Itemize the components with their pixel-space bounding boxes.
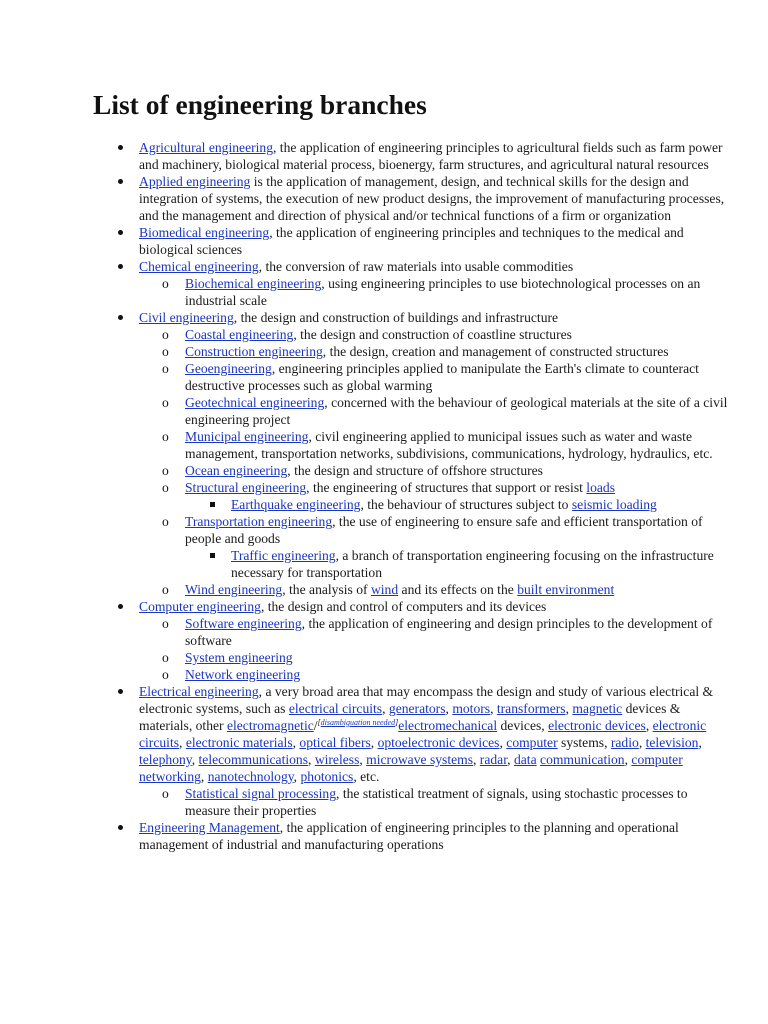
link-computer-networking[interactable]: computer networking	[139, 752, 683, 784]
item-description: , the application of engineering principles to agricultural fields such as farm power and machinery, biological material process, bioenergy, farm structures, and agricultural natural resources	[139, 140, 723, 172]
link-computer-engineering[interactable]: Computer engineering	[139, 599, 261, 614]
item-description: , the conversion of raw materials into usable commodities	[258, 259, 574, 274]
list-item	[231, 547, 733, 581]
link-communication[interactable]: communication	[540, 752, 625, 767]
item-description: , civil engineering applied to municipal issues such as water and waste management, transportation networks, subdivisions, communications, hydrology, hydraulics, etc.	[185, 429, 713, 461]
item-description: , the behaviour of structures subject to	[360, 497, 572, 512]
link-engineering-management[interactable]: Engineering Management	[139, 820, 280, 835]
link-network-engineering[interactable]: Network engineering	[185, 667, 301, 682]
link-applied-engineering[interactable]: Applied engineering	[139, 174, 251, 189]
link-electronic-circuits[interactable]: electronic circuits	[139, 718, 707, 750]
item-description: , the application of engineering principles and techniques to the medical and biological sciences	[139, 225, 684, 257]
item-description: , the design, creation and management of constructed structures	[322, 344, 669, 359]
link-loads[interactable]: loads	[586, 480, 615, 495]
item-description: , concerned with the behaviour of geological materials at the site of a civil engineering project	[185, 395, 728, 427]
list-item	[185, 428, 733, 462]
link-structural-engineering[interactable]: Structural engineering	[185, 480, 307, 495]
list-item	[185, 326, 733, 343]
link-earthquake-engineering[interactable]: Earthquake engineering	[231, 497, 361, 512]
item-description: is the application of management, design, and technical skills for the design and integration of systems, the execution of new product designs, the improvement of manufacturing processes, and the management and direction of physical and/or technical functions of a firm or organization	[139, 174, 725, 223]
link-wind-engineering[interactable]: Wind engineering	[185, 582, 283, 597]
list-item	[139, 173, 733, 224]
sublist	[185, 275, 733, 309]
link-geotechnical-engineering[interactable]: Geotechnical engineering	[185, 395, 325, 410]
list-item: Electrical engineering, a very broad area that may encompass the design and study of various electrical & electronic systems, such as electrical circuits, generators, motors, transformers, magnetic devices & materials, other electromagnetic/[disambiguation needed]electromechanical devices, electronic devices, electronic circuits, electronic materials, optical fibers, optoelectronic devices, computer systems, radio, television, telephony, telecommunications, wireless, microwave systems, radar, data communication, computer networking, nanotechnology, photonics, etc. o Statistical signal processing, the statistical treatment of signals, using stochastic processes to measure their properties	[139, 683, 733, 819]
item-description: , the use of engineering to ensure safe and efficient transportation of people and goods	[185, 514, 703, 546]
link-radio[interactable]: radio	[610, 735, 639, 750]
link-statistical-signal-processing[interactable]: Statistical signal processing	[185, 786, 337, 801]
link-biochemical-engineering[interactable]: Biochemical engineering	[185, 276, 322, 291]
link-generators[interactable]: generators	[388, 701, 446, 716]
link-transformers[interactable]: transformers	[496, 701, 566, 716]
list-item	[139, 309, 733, 598]
link-radar[interactable]: radar	[479, 752, 508, 767]
link-data[interactable]: data	[513, 752, 537, 767]
item-description: , the design and structure of offshore structures	[287, 463, 543, 478]
link-coastal-engineering[interactable]: Coastal engineering	[185, 327, 294, 342]
link-optical-fibers[interactable]: optical fibers	[299, 735, 371, 750]
list-item	[185, 785, 733, 819]
list-item	[185, 479, 733, 513]
link-ocean-engineering[interactable]: Ocean engineering	[185, 463, 288, 478]
list-item	[185, 666, 733, 683]
link-telephony[interactable]: telephony	[139, 752, 192, 767]
list-item	[139, 598, 733, 683]
link-electromechanical[interactable]: electromechanical	[398, 718, 498, 733]
list-item	[185, 581, 733, 598]
list-item	[139, 258, 733, 309]
item-description: , the application of engineering principles to the planning and operational management of industrial and manufacturing operations	[139, 820, 679, 852]
list-item	[185, 462, 733, 479]
link-electronic-materials[interactable]: electronic materials	[185, 735, 293, 750]
link-optoelectronic-devices[interactable]: optoelectronic devices	[377, 735, 500, 750]
link-electromagnetic[interactable]: electromagnetic	[226, 718, 314, 733]
list-item	[139, 224, 733, 258]
link-built-environment[interactable]: built environment	[517, 582, 615, 597]
link-traffic-engineering[interactable]: Traffic engineering	[231, 548, 336, 563]
item-description: , using engineering principles to use biotechnological processes on an industrial scale	[185, 276, 701, 308]
link-construction-engineering[interactable]: Construction engineering	[185, 344, 323, 359]
item-description: , a branch of transportation engineering focusing on the infrastructure necessary for transportation	[231, 548, 714, 580]
sublist	[231, 547, 733, 581]
link-telecommunications[interactable]: telecommunications	[198, 752, 309, 767]
link-electronic-devices[interactable]: electronic devices	[548, 718, 646, 733]
list-item	[185, 649, 733, 666]
link-agricultural-engineering[interactable]: Agricultural engineering	[139, 140, 273, 155]
branch-list	[139, 139, 733, 853]
list-item	[185, 394, 733, 428]
item-description: and its effects on the	[398, 582, 518, 597]
list-item	[139, 139, 733, 173]
item-description: , the design and construction of coastline structures	[293, 327, 572, 342]
link-photonics[interactable]: photonics	[300, 769, 354, 784]
item-description: , the design and control of computers and its devices	[260, 599, 547, 614]
list-item	[139, 819, 733, 853]
list-item	[231, 496, 733, 513]
item-description: , engineering principles applied to manipulate the Earth's climate to counteract destructive processes such as global warming	[185, 361, 699, 393]
item-description: , the engineering of structures that support or resist	[306, 480, 587, 495]
link-wind[interactable]: wind	[370, 582, 399, 597]
item-description: , the statistical treatment of signals, using stochastic processes to measure their properties	[185, 786, 688, 818]
link-electrical-circuits[interactable]: electrical circuits	[288, 701, 383, 716]
link-electrical-engineering[interactable]: Electrical engineering	[139, 684, 259, 699]
list-item	[185, 275, 733, 309]
link-transportation-engineering[interactable]: Transportation engineering	[185, 514, 333, 529]
link-microwave-systems[interactable]: microwave systems	[366, 752, 473, 767]
disambiguation-note: [disambiguation needed]	[317, 718, 399, 727]
list-item	[185, 343, 733, 360]
link-biomedical-engineering[interactable]: Biomedical engineering	[139, 225, 270, 240]
link-motors[interactable]: motors	[452, 701, 491, 716]
link-disambiguation-needed[interactable]: disambiguation needed	[320, 718, 396, 727]
item-description: , the application of engineering and design principles to the development of software	[185, 616, 713, 648]
page-title: List of engineering branches	[93, 89, 427, 120]
list-item	[185, 615, 733, 649]
sublist	[185, 785, 733, 819]
link-wireless[interactable]: wireless	[314, 752, 360, 767]
item-description: , the design and construction of buildings and infrastructure	[233, 310, 559, 325]
link-civil-engineering[interactable]: Civil engineering	[139, 310, 234, 325]
link-television[interactable]: television	[645, 735, 699, 750]
sublist	[185, 615, 733, 683]
link-seismic-loading[interactable]: seismic loading	[571, 497, 657, 512]
sublist	[185, 326, 733, 598]
link-nanotechnology[interactable]: nanotechnology	[207, 769, 294, 784]
link-magnetic[interactable]: magnetic	[572, 701, 623, 716]
link-computer[interactable]: computer	[506, 735, 558, 750]
link-system-engineering[interactable]: System engineering	[185, 650, 293, 665]
list-item	[185, 360, 733, 394]
link-chemical-engineering[interactable]: Chemical engineering	[139, 259, 259, 274]
link-geoengineering[interactable]: Geoengineering	[185, 361, 272, 376]
link-municipal-engineering[interactable]: Municipal engineering	[185, 429, 309, 444]
link-software-engineering[interactable]: Software engineering	[185, 616, 302, 631]
sublist	[231, 496, 733, 513]
list-item	[185, 513, 733, 581]
item-description: , the analysis of	[282, 582, 371, 597]
